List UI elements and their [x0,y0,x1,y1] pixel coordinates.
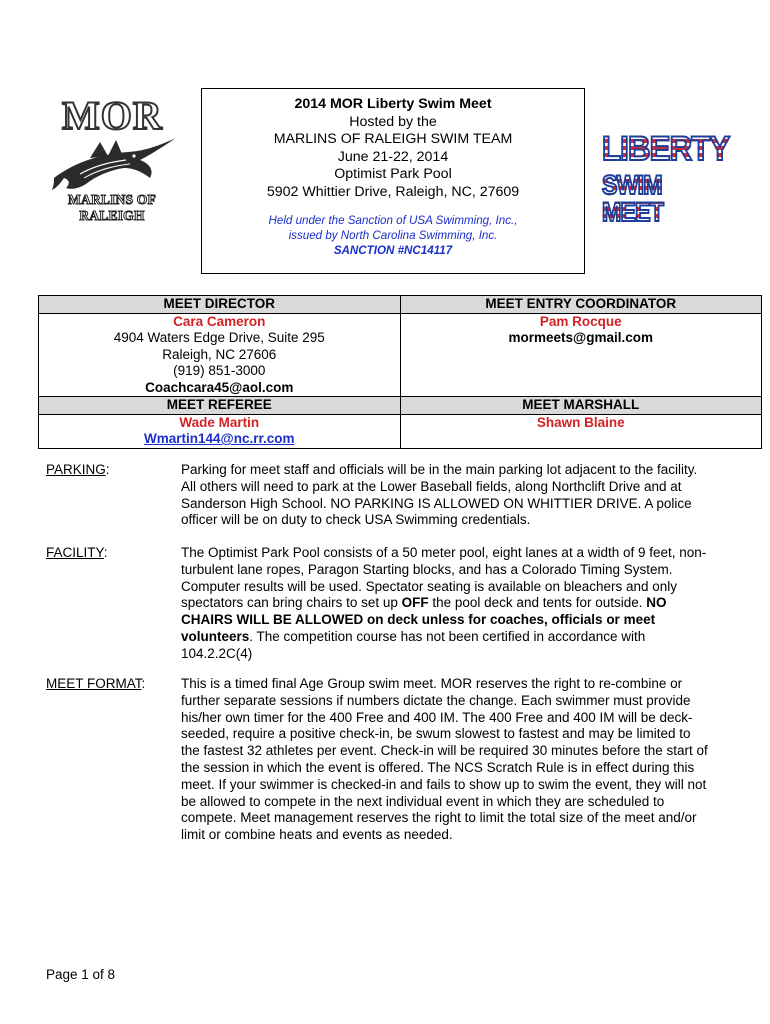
mor-logo [40,92,182,223]
meet-format-line: be allowed to compete in the next individual event in which they are scheduled to [181,793,665,809]
liberty-logo-line1: LIBERTY [602,130,730,168]
mor-logo-subtitle: MARLINS OF RALEIGH [68,192,156,223]
meet-director-address-1: 4904 Waters Edge Drive, Suite 295 [113,330,325,345]
meet-dates: June 21-22, 2014 [337,148,449,165]
facility-line: The Optimist Park Pool consists of a 50 meter pool, eight lanes at a width of 9 feet, non- [181,545,707,560]
page-number: Page 1 of 8 [46,967,116,982]
facility-label-text: FACILITY [46,545,104,560]
facility-line [181,595,724,612]
facility-line: 104.2.2C(4) [181,645,253,661]
meet-director-heading: MEET DIRECTOR [39,296,401,314]
facility-text [181,545,724,663]
host-team: MARLINS OF RALEIGH SWIM TEAM [273,131,513,147]
sanction-number: SANCTION #NC14117 [333,244,453,257]
parking-label-text: PARKING [46,462,106,477]
facility-line: turbulent lane ropes, Paragon Starting blocks, and has a Colorado Timing System. [181,561,673,577]
meet-format-line: seeded, require a positive check-in, be swum slowest to fastest and may be limited to [181,726,691,742]
liberty-logo-line2: SWIM MEET [602,172,700,226]
parking-line: Parking for meet staff and officials will be in the main parking lot adjacent to the facility. [181,462,698,477]
meet-format-line: the fastest 32 athletes per event. Check-in will be required 30 minutes before the start of [181,743,708,759]
facility-line: CHAIRS WILL BE ALLOWED on deck unless for coaches, officials or meet [181,612,656,628]
meet-format-line: compete. Meet management reserves the right to limit the total size of the meet and/or [181,810,697,826]
entry-coordinator-email: mormeets@gmail.com [508,330,653,345]
facility-line [181,629,724,646]
meet-format-text [181,676,724,844]
meet-header-box [201,88,585,274]
facility-line-part: spectators can bring chairs to set up [181,595,402,611]
meet-director-email: Coachcara45@aol.com [145,379,294,395]
referee-name: Wade Martin [179,414,260,430]
entry-coordinator-name: Pam Rocque [539,313,622,329]
parking-line: All others will need to park at the Lower Baseball fields, along Northclift Drive and at [181,478,682,494]
meet-format-line: further separate sessions if numbers dictate the change. Each swimmer must provide [181,692,691,708]
hosted-by-label: Hosted by the [349,113,437,130]
marlin-icon [50,134,178,192]
liberty-swim-meet-logo [602,130,730,227]
facility-off-emphasis: OFF [401,595,429,611]
meet-format-line: the session in which the event is offered. The NCS Scratch Rule is in effect during this [181,759,695,775]
marshall-heading: MEET MARSHALL [400,397,762,415]
referee-heading: MEET REFEREE [39,397,401,415]
meet-director-name: Cara Cameron [173,313,266,329]
contacts-table [38,295,762,449]
sanction-line-2: issued by North Carolina Swimming, Inc. [288,229,498,242]
marshall-name: Shawn Blaine [536,414,625,430]
facility-line: Computer results will be used. Spectator seating is available on bleachers and only [181,578,678,594]
meet-format-label-text: MEET FORMAT [46,676,142,691]
meet-format-line: his/her own timer for the 400 Free and 400 IM. The 400 Free and 400 IM will be deck- [181,709,693,725]
referee-email-link[interactable]: Wmartin144@nc.rr.com [144,431,295,446]
parking-label: PARKING: [46,462,110,477]
meet-venue: Optimist Park Pool [334,166,452,182]
meet-director-phone: (919) 851-3000 [173,363,266,378]
facility-line-part: the pool deck and tents for outside. [428,595,647,611]
parking-text [181,462,724,529]
mor-logo-title: MOR [62,93,163,138]
meet-title: 2014 MOR Liberty Swim Meet [294,96,492,112]
facility-label: FACILITY: [46,545,108,560]
facility-line-part: . The competition course has not been certified in accordance with [249,628,646,644]
meet-format-line: limit or combine heats and events as needed. [181,827,453,843]
meet-director-address-2: Raleigh, NC 27606 [162,346,277,362]
meet-format-line: meet. If your swimmer is checked-in and fails to show up to swim the event, they will not [181,776,707,792]
marshall-cell [400,414,762,448]
meet-format-line: This is a timed final Age Group swim meet. MOR reserves the right to re-combine or [181,676,683,691]
meet-address: 5902 Whittier Drive, Raleigh, NC, 27609 [266,183,520,200]
meet-director-cell [39,313,401,397]
sanction-line-1: Held under the Sanction of USA Swimming, Inc., [268,214,518,227]
parking-line: officer will be on duty to check USA Swimming credentials. [181,512,531,528]
parking-line: Sanderson High School. NO PARKING IS ALLOWED ON WHITTIER DRIVE. A police [181,495,692,511]
entry-coordinator-heading: MEET ENTRY COORDINATOR [400,296,762,314]
entry-coordinator-cell [400,313,762,397]
referee-cell [39,414,401,448]
meet-format-label: MEET FORMAT: [46,676,146,691]
facility-no-emphasis: NO [646,595,667,611]
facility-volunteers-emphasis: volunteers [181,628,250,644]
